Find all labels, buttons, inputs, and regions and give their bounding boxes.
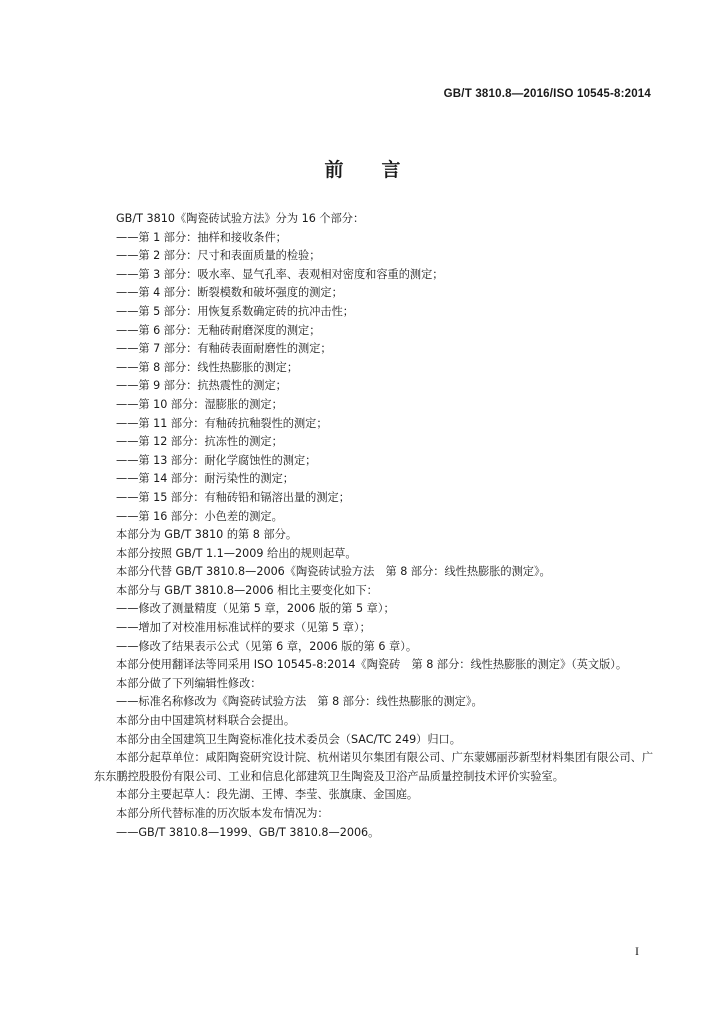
foreword-line: ——第 13 部分：耐化学腐蚀性的测定； [116, 453, 317, 467]
foreword-line: ——第 6 部分：无釉砖耐磨深度的测定； [116, 323, 321, 337]
foreword-line: ——第 1 部分：抽样和接收条件； [116, 230, 287, 244]
standard-code: GB/T 3810.8—2016/ISO 10545-8:2014 [443, 88, 651, 100]
foreword-lines [116, 210, 656, 749]
foreword-line: ——第 9 部分：抗热震性的测定； [116, 379, 287, 393]
foreword-line: 本部分由全国建筑卫生陶瓷标准化技术委员会（SAC/TC 249）归口。 [116, 732, 461, 746]
document-body [94, 210, 656, 842]
foreword-line: ——第 7 部分：有釉砖表面耐磨性的测定； [116, 342, 332, 356]
foreword-line: ——第 2 部分：尺寸和表面质量的检验； [116, 249, 321, 263]
foreword-line: ——第 14 部分：耐污染性的测定； [116, 472, 294, 486]
foreword-line: ——修改了结果表示公式（见第 6 章，2006 版的第 6 章）。 [116, 639, 418, 653]
foreword-line: GB/T 3810《陶瓷砖试验方法》分为 16 个部分： [116, 212, 365, 225]
foreword-line: 本部分为 GB/T 3810 的第 8 部分。 [116, 528, 298, 542]
drafting-units-paragraph: 本部分起草单位：咸阳陶瓷研究设计院、杭州诺贝尔集团有限公司、广东蒙娜丽莎新型材料集团有限公司、广东东鹏控股股份有限公司、工业和信息化部建筑卫生陶瓷及卫浴产品质量控制技术评价实验室。 [94, 751, 654, 783]
foreword-line: ——修改了测量精度（见第 5 章，2006 版的第 5 章）； [116, 602, 395, 616]
foreword-line: ——第 11 部分：有釉砖抗釉裂性的测定； [116, 416, 328, 430]
page-title: 前言 [324, 159, 439, 181]
page-number: I [635, 944, 639, 958]
foreword-line: 本部分所代替标准的历次版本发布情况为： [116, 807, 329, 820]
foreword-line: ——标准名称修改为《陶瓷砖试验方法 第 8 部分：线性热膨胀的测定》。 [116, 695, 483, 709]
foreword-line: ——第 4 部分：断裂模数和破坏强度的测定； [116, 286, 343, 300]
foreword-tail-lines [116, 786, 656, 842]
foreword-line: 本部分与 GB/T 3810.8—2006 相比主要变化如下： [116, 583, 378, 597]
foreword-line: ——第 8 部分：线性热膨胀的测定； [116, 360, 299, 374]
foreword-line: ——第 16 部分：小色差的测定。 [116, 509, 283, 523]
foreword-line: ——GB/T 3810.8—1999、GB/T 3810.8—2006。 [116, 825, 380, 839]
foreword-line: 本部分按照 GB/T 1.1—2009 给出的规则起草。 [116, 546, 357, 560]
foreword-line: 本部分使用翻译法等同采用 ISO 10545-8:2014《陶瓷砖 第 8 部分：线性热膨胀的测定》（英文版）。 [116, 658, 628, 672]
foreword-line: ——第 3 部分：吸水率、显气孔率、表观相对密度和容重的测定； [116, 267, 444, 281]
foreword-line: ——第 5 部分：用恢复系数确定砖的抗冲击性； [116, 304, 354, 318]
foreword-line: ——第 15 部分：有釉砖铅和镉溶出量的测定； [116, 490, 350, 504]
foreword-line: ——第 12 部分：抗冻性的测定； [116, 435, 283, 449]
foreword-line: ——增加了对校准用标准试样的要求（见第 5 章）； [116, 621, 371, 635]
foreword-line: 本部分由中国建筑材料联合会提出。 [116, 714, 296, 728]
foreword-line: 本部分主要起草人：段先湖、王博、李莹、张旗康、金国庭。 [116, 788, 419, 802]
foreword-line: 本部分代替 GB/T 3810.8—2006《陶瓷砖试验方法 第 8 部分：线性热膨胀的测定》。 [116, 565, 551, 579]
foreword-line: 本部分做了下列编辑性修改： [116, 676, 262, 690]
foreword-line: ——第 10 部分：湿膨胀的测定； [116, 397, 283, 411]
